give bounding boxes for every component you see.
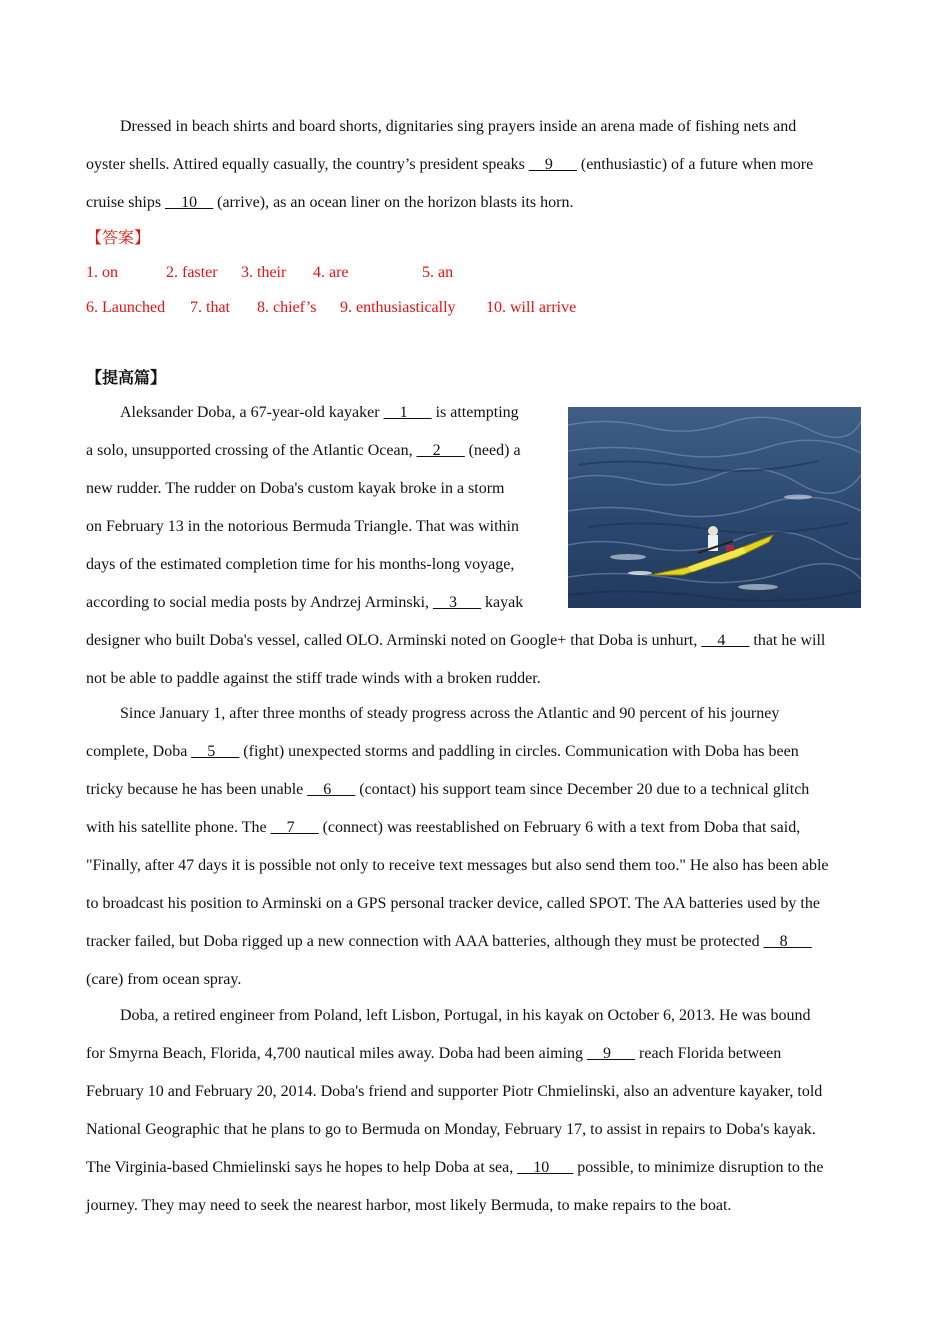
passage4-line-2: for Smyrna Beach, Florida, 4,700 nautical miles away. Doba had been aiming __9___ reach Florida between <box>86 1045 782 1062</box>
answer-1: 1. on <box>86 264 118 281</box>
blank-1: __1___ <box>383 404 432 421</box>
passage3-line-4: with his satellite phone. The __7___ (connect) was reestablished on February 6 with a text from Doba that said, <box>86 819 801 836</box>
answer-5: 5. an <box>422 264 454 281</box>
passage3-line-6: to broadcast his position to Arminski on a GPS personal tracker device, called SPOT. The AA batteries used by the <box>86 895 820 912</box>
passage2-line-1: Aleksander Doba, a 67-year-old kayaker __1___ is attempting <box>120 404 519 421</box>
answer-9: 9. enthusiastically <box>340 299 456 316</box>
passage4-line-6: journey. They may need to seek the nearest harbor, most likely Bermuda, to make repairs to the boat. <box>86 1197 732 1214</box>
passage3-line-3: tricky because he has been unable __6___ (contact) his support team since December 20 due to a technical glitch <box>86 781 810 798</box>
passage4-line-1: Doba, a retired engineer from Poland, left Lisbon, Portugal, in his kayak on October 6, 2013. He was bound <box>120 1007 811 1024</box>
passage3-line-1: Since January 1, after three months of steady progress across the Atlantic and 90 percent of his journey <box>120 705 780 722</box>
answer-4: 4. are <box>313 264 349 281</box>
blank-3: __3___ <box>433 594 482 611</box>
answer-10: 10. will arrive <box>486 299 577 316</box>
answer-8: 8. chief’s <box>257 299 317 316</box>
blank-4: __4___ <box>701 632 750 649</box>
answer-3: 3. their <box>241 264 287 281</box>
passage2-line-4: on February 13 in the notorious Bermuda Triangle. That was within <box>86 518 519 535</box>
passage1-line-1: Dressed in beach shirts and board shorts, dignitaries sing prayers inside an arena made of fishing nets and <box>120 118 797 135</box>
passage4-line-4: National Geographic that he plans to go to Bermuda on Monday, February 17, to assist in repairs to Doba's kayak. <box>86 1121 816 1138</box>
passage2-line-3: new rudder. The rudder on Doba's custom kayak broke in a storm <box>86 480 505 497</box>
section-heading: 【提高篇】 <box>86 370 167 387</box>
passage2-line-5: days of the estimated completion time for his months-long voyage, <box>86 556 515 573</box>
passage3-line-7: tracker failed, but Doba rigged up a new connection with AAA batteries, although they must be protected __8___ <box>86 933 812 950</box>
blank-5: __5___ <box>191 743 240 760</box>
passage1-line-3: cruise ships __10__ (arrive), as an ocean liner on the horizon blasts its horn. <box>86 194 574 211</box>
passage2-line-7: designer who built Doba's vessel, called OLO. Arminski noted on Google+ that Doba is unhurt, __4___ that he will <box>86 632 826 649</box>
answer-2: 2. faster <box>166 264 218 281</box>
blank-9: __9___ <box>528 156 577 173</box>
passage2-line-8: not be able to paddle against the stiff trade winds with a broken rudder. <box>86 670 541 687</box>
answer-7: 7. that <box>190 299 230 316</box>
answer-heading: 【答案】 <box>86 230 151 247</box>
passage2-line-6: according to social media posts by Andrzej Arminski, __3___ kayak <box>86 594 524 611</box>
blank-9-passage: __9___ <box>587 1045 636 1062</box>
passage2-line-2: a solo, unsupported crossing of the Atlantic Ocean, __2___ (need) a <box>86 442 521 459</box>
passage3-line-5: "Finally, after 47 days it is possible not only to receive text messages but also send them too." He also has been able <box>86 857 829 874</box>
passage4-line-5: The Virginia-based Chmielinski says he hopes to help Doba at sea, __10___ possible, to minimize disruption to the <box>86 1159 824 1176</box>
blank-8: __8___ <box>763 933 812 950</box>
kayak-photo <box>568 407 861 608</box>
blank-7: __7___ <box>270 819 319 836</box>
passage4-line-3: February 10 and February 20, 2014. Doba's friend and supporter Piotr Chmielinski, also an adventure kayaker, told <box>86 1083 823 1100</box>
passage1-line-2: oyster shells. Attired equally casually, the country’s president speaks __9___ (enthusiastic) of a future when more <box>86 156 814 173</box>
blank-2: __2___ <box>416 442 465 459</box>
blank-10: __10__ <box>165 194 214 211</box>
answer-6: 6. Launched <box>86 299 166 316</box>
passage3-line-8: (care) from ocean spray. <box>86 971 242 988</box>
blank-10-passage: __10___ <box>517 1159 574 1176</box>
blank-6: __6___ <box>307 781 356 798</box>
passage3-line-2: complete, Doba __5___ (fight) unexpected storms and paddling in circles. Communication with Doba has been <box>86 743 799 760</box>
